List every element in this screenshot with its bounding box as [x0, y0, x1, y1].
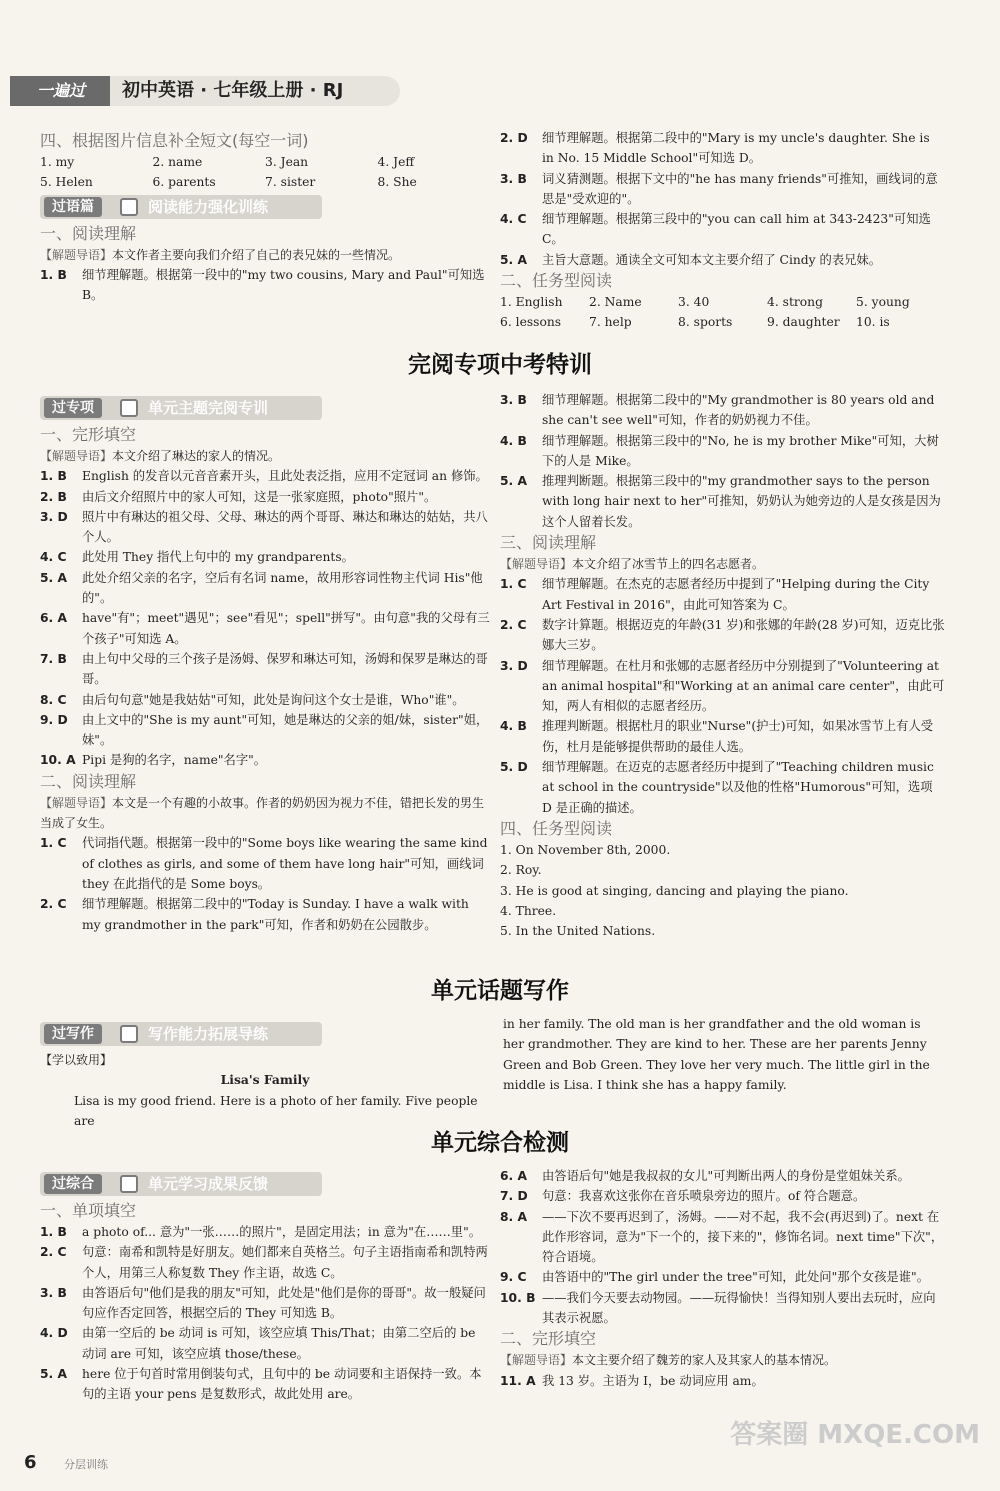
section-bar — [40, 396, 322, 420]
item-number: 3. D — [40, 509, 68, 524]
guide-label: 【解题导语】 — [40, 795, 113, 810]
item-number: 1. B — [40, 1225, 67, 1239]
item-text: have"有"；meet"遇见"；see"看见"；spell"拼写"。由句意"我的父母有三个孩子"可知选 A。 — [82, 611, 490, 646]
item-text: 细节理解题。根据第三段中的"you can call him at 343-2423"可知选 C。 — [542, 212, 931, 247]
item-number: 4. B — [500, 719, 527, 734]
answer: 4. strong — [767, 295, 823, 310]
item-text: Pipi 是狗的名字，name"名字"。 — [82, 753, 267, 768]
answer-item — [40, 547, 490, 567]
answer: 7. sister — [265, 175, 316, 190]
essay-paragraph: in her family. The old man is her grandfather and the old woman is her grandmother. They are kind to her. These are her parents Jenny Green and Bob Green. They love her very much. The little girl in the middle is Lisa. I think she has a happy family. — [503, 1017, 930, 1092]
item-text: 数字计算题。根据迈克的年龄(31 岁)和张娜的年龄(28 岁)可知，迈克比张娜大三岁。 — [542, 617, 945, 653]
item-text: 细节理解题。在杜月和张娜的志愿者经历中分别提到了"Volunteering at an animal hospital"和"Working at an animal care center"，由此可知，两人有相似的志愿者经历。 — [542, 658, 945, 714]
item-text: a photo of... 意为"一张……的照片"，是固定用法；in 意为"在……里"。 — [82, 1225, 482, 1239]
item-number: 11. A — [500, 1373, 536, 1388]
answer-item — [500, 1186, 945, 1206]
item-text: 由上句中父母的三个孩子是汤姆、保罗和琳达可知，汤姆和保罗是琳达的哥哥。 — [82, 651, 488, 687]
guide-text: 本文主要介绍了魏芳的家人及其家人的基本情况。 — [572, 1353, 837, 1368]
answer-item — [500, 169, 945, 210]
book-title: 初中英语 · 七年级上册 · RJ — [122, 80, 344, 101]
answer-item — [500, 1371, 945, 1391]
answer: 3. Jean — [265, 155, 309, 169]
guide-text: 本文作者主要向我们介绍了自己的表兄妹的一些情况。 — [112, 247, 401, 262]
guide-label: 【解题导语】 — [500, 1353, 573, 1368]
answer-grid — [40, 152, 490, 193]
answer-item — [40, 507, 490, 548]
item-number: 6. A — [500, 1169, 528, 1183]
bar-tag: 过专项 — [44, 398, 102, 418]
guide-text: 本文是一个有趣的小故事。作者的奶奶因为视力不佳，错把长发的男生当成了女生。 — [40, 795, 485, 831]
bar-title: 写作能力拓展导练 — [148, 1025, 269, 1043]
item-text: ——下次不要再迟到了，汤姆。——对不起，我不会(再迟到)了。next 在此作形容词，意为"下一个的，接下来的"，修饰名词。next time"下次"，符合语境。 — [542, 1209, 944, 1265]
section-heading: 三、阅读理解 — [500, 533, 597, 553]
answer-item — [500, 431, 945, 472]
answer-item — [40, 1283, 490, 1324]
answer-item — [500, 128, 945, 169]
item-text: here 位于句首时常用倒装句式，且句中的 be 动词要和主语保持一致。本句的主语 your pens 是复数形式，故此处用 are。 — [82, 1367, 482, 1402]
big-title: 单元综合检测 — [431, 1130, 569, 1156]
item-text: 推理判断题。根据杜月的职业"Nurse"(护士)可知，如果冰雪节上有人受伤，杜月是能够提供帮助的最佳人选。 — [542, 719, 934, 754]
answer-item — [40, 894, 490, 935]
answer-grid — [500, 292, 945, 333]
item-number: 10. A — [40, 753, 76, 768]
guide-text: 本文介绍了冰雪节上的四名志愿者。 — [572, 557, 765, 572]
answer: 2. Name — [589, 295, 642, 310]
item-text: 细节理解题。在迈克的志愿者经历中提到了"Teaching children music at school in the countryside"以及他的性格"Humorous"可知，选项 D 是正确的描述。 — [542, 760, 934, 815]
answer-item — [40, 1242, 490, 1283]
item-number: 8. A — [500, 1209, 528, 1224]
item-text: 推理判断题。根据第三段中的"my grandmother says to the person with long hair next to her"可推知，奶奶认为她旁边的人是女孩是因为这个人留着长发。 — [542, 474, 941, 529]
answer: 10. is — [856, 315, 890, 330]
item-number: 9. D — [40, 712, 68, 727]
item-number: 1. C — [40, 836, 67, 851]
item-number: 2. C — [40, 1245, 67, 1260]
answer-item — [500, 757, 945, 818]
answer: 1. On November 8th, 2000. — [500, 842, 671, 857]
pen-icon — [120, 1025, 138, 1043]
answer-item — [40, 750, 490, 770]
item-number: 1. B — [40, 267, 67, 282]
guide-label: 【解题导语】 — [500, 557, 573, 572]
section2-right — [500, 390, 945, 941]
answer-item — [40, 1323, 490, 1364]
page-number: 6 — [24, 1452, 37, 1473]
essay-title: Lisa's Family — [220, 1072, 310, 1088]
answer: 8. She — [377, 175, 417, 190]
guide — [40, 245, 490, 265]
answer-item — [500, 574, 945, 615]
item-number: 5. A — [500, 252, 528, 267]
answer-item — [500, 471, 945, 532]
item-text: 此处用 They 指代上句中的 my grandparents。 — [82, 550, 354, 565]
brand-logo: 一遍过 — [36, 81, 85, 100]
essay-paragraph: Lisa is my good friend. Here is a photo of her family. Five people are — [74, 1093, 478, 1128]
item-number: 4. D — [40, 1326, 68, 1341]
answer-item — [500, 209, 945, 250]
big-title: 单元话题写作 — [431, 978, 569, 1004]
answer-item — [40, 710, 490, 751]
section-heading: 二、任务型阅读 — [500, 271, 613, 291]
footer-label: 分层训练 — [64, 1458, 108, 1471]
section-heading: 四、任务型阅读 — [500, 818, 613, 838]
item-text: 照片中有琳达的祖父母、父母、琳达的两个哥哥、琳达和琳达的姑姑，共八个人。 — [82, 509, 488, 545]
answer-item — [40, 568, 490, 609]
item-number: 5. A — [500, 474, 528, 489]
guide — [500, 554, 945, 574]
section-bar — [40, 1172, 322, 1196]
section-heading: 四、根据图片信息补全短文(每空一词) — [40, 131, 309, 150]
item-number: 1. C — [500, 577, 527, 592]
item-number: 3. B — [500, 393, 527, 407]
item-text: 由上文中的"She is my aunt"可知，她是琳达的父亲的姐/妹，sister"姐，妹"。 — [82, 712, 489, 748]
item-text: 细节理解题。根据第二段中的"Mary is my uncle's daughter. She is in No. 15 Middle School"可知选 D。 — [542, 131, 930, 166]
answer: 5. Helen — [40, 175, 93, 190]
item-text: English 的发音以元音音素开头，且此处表泛指，应用不定冠词 an 修饰。 — [82, 469, 488, 484]
answer: 2. name — [152, 155, 203, 169]
answer-item — [500, 656, 945, 717]
bar-title: 单元主题完阅专训 — [148, 399, 269, 417]
section-bar — [40, 195, 322, 219]
answer: 8. sports — [678, 315, 733, 330]
item-text: 由答语中的"The girl under the tree"可知，此处问"那个女孩是谁"。 — [542, 1270, 929, 1285]
item-number: 10. B — [500, 1290, 536, 1305]
guide — [500, 1350, 945, 1370]
item-text: 细节理解题。根据第三段中的"No, he is my brother Mike"可知，大树下的人是 Mike。 — [542, 433, 939, 468]
answer-item — [500, 1207, 945, 1268]
watermark: 答案圈 MXQE.COM — [730, 1420, 980, 1450]
item-number: 1. B — [40, 469, 67, 484]
item-number: 2. D — [500, 131, 528, 145]
section-heading: 一、单项填空 — [40, 1201, 137, 1220]
section4-right — [500, 1166, 945, 1391]
item-text: 主旨大意题。通读全文可知本文主要介绍了 Cindy 的表兄妹。 — [542, 252, 882, 267]
answer: 9. daughter — [767, 315, 840, 330]
answer: 1. English — [500, 295, 563, 310]
guide — [40, 793, 490, 834]
answer: 5. In the United Nations. — [500, 924, 656, 939]
section4-left — [40, 1170, 490, 1405]
item-text: 细节理解题。根据第二段中的"Today is Sunday. I have a walk with my grandmother in the park"可知，作者和奶奶在公园散步。 — [82, 897, 469, 932]
item-text: 细节理解题。根据第二段中的"My grandmother is 80 years old and she can't see well"可知，作者的奶奶视力不佳。 — [542, 393, 935, 428]
answer-item — [40, 608, 490, 649]
answer: 3. 40 — [678, 295, 710, 310]
answer-item — [500, 615, 945, 656]
answer: 3. He is good at singing, dancing and playing the piano. — [500, 883, 849, 898]
item-number: 3. D — [500, 658, 528, 673]
item-number: 6. A — [40, 611, 68, 626]
item-number: 5. A — [40, 1367, 68, 1382]
item-number: 3. B — [40, 1285, 67, 1300]
answer: 4. Jeff — [377, 155, 415, 169]
guide-label: 【解题导语】 — [40, 449, 113, 463]
book-icon — [120, 198, 138, 216]
answer-item — [500, 250, 945, 270]
answer-item — [40, 487, 490, 507]
answer-item — [500, 390, 945, 431]
section-heading: 一、阅读理解 — [40, 223, 137, 243]
practice-label: 【学以致用】 — [40, 1053, 113, 1067]
answer-item — [40, 649, 490, 690]
list-icon — [120, 1175, 138, 1193]
answer-item — [500, 716, 945, 757]
guide-text: 本文介绍了琳达的家人的情况。 — [112, 449, 281, 463]
item-text: 由后句句意"她是我姑姑"可知，此处是询问这个女士是谁，Who"谁"。 — [82, 692, 465, 707]
item-text: 由答语后句"她是我叔叔的女儿"可判断出两人的身份是堂姐妹关系。 — [542, 1169, 910, 1183]
answer: 7. help — [589, 315, 632, 330]
section1-left — [40, 130, 490, 305]
section3-right — [503, 1014, 945, 1095]
item-number: 8. C — [40, 692, 67, 707]
bar-title: 阅读能力强化训练 — [148, 197, 269, 216]
item-number: 2. C — [500, 617, 527, 632]
bar-tag: 过语篇 — [44, 197, 102, 217]
item-number: 9. C — [500, 1270, 527, 1285]
section1-right — [500, 128, 945, 333]
item-number: 3. B — [500, 171, 527, 186]
item-text: ——我们今天要去动物园。——玩得愉快！当得知别人要出去玩时，应向其表示祝愿。 — [542, 1290, 936, 1326]
answer-item — [40, 690, 490, 710]
item-number: 5. A — [40, 570, 68, 585]
answer-item — [40, 466, 490, 486]
answer: 4. Three. — [500, 903, 557, 918]
target-icon — [120, 399, 138, 417]
section2-left — [40, 394, 490, 935]
answer: 6. lessons — [500, 315, 562, 330]
bar-tag: 过综合 — [44, 1174, 102, 1194]
item-text: 词义猜测题。根据下文中的"he has many friends"可推知，画线词的意思是"受欢迎的"。 — [542, 171, 938, 206]
guide-label: 【解题导语】 — [40, 247, 113, 262]
answer: 6. parents — [152, 175, 216, 190]
bar-tag: 过写作 — [44, 1024, 102, 1044]
item-text: 代词指代题。根据第一段中的"Some boys like wearing the same kind of clothes as girls, and some of them have long hair"可知，画线词 they 在此指代的是 Some boys。 — [82, 836, 488, 891]
item-number: 5. D — [500, 760, 528, 775]
item-text: 句意：我喜欢这张你在音乐喷泉旁边的照片。of 符合题意。 — [542, 1189, 866, 1204]
answer-item — [40, 1364, 490, 1405]
answer: 5. young — [856, 295, 910, 310]
answer-item — [40, 833, 490, 894]
answer-item — [500, 1166, 945, 1186]
answer-item — [500, 1288, 945, 1329]
item-number: 4. C — [500, 212, 527, 227]
item-number: 4. B — [500, 433, 527, 448]
answer-item — [500, 1267, 945, 1287]
item-number: 2. C — [40, 897, 67, 912]
item-text: 我 13 岁。主语为 I，be 动词应用 am。 — [542, 1373, 764, 1388]
item-number: 7. B — [40, 651, 67, 666]
item-text: 由第一空后的 be 动词 is 可知，该空应填 This/That；由第二空后的 be 动词 are 可知，该空应填 those/these。 — [82, 1326, 476, 1361]
item-text: 此处介绍父亲的名字，空后有名词 name，故用形容词性物主代词 His"他的"。 — [82, 570, 483, 606]
item-number: 2. B — [40, 489, 67, 504]
bar-title: 单元学习成果反馈 — [148, 1175, 269, 1193]
guide — [40, 446, 490, 466]
section-heading: 二、阅读理解 — [40, 771, 137, 791]
item-number: 4. C — [40, 550, 67, 565]
answer: 2. Roy. — [500, 863, 542, 878]
item-text: 句意：南希和凯特是好朋友。她们都来自英格兰。句子主语指南希和凯特两个人，用第三人称复数 They 作主语，故选 C。 — [82, 1245, 488, 1280]
big-title: 完阅专项中考特训 — [408, 352, 592, 378]
section-heading: 一、完形填空 — [40, 425, 137, 444]
item-number: 7. D — [500, 1189, 528, 1204]
header-bar — [10, 76, 400, 106]
item-text: 由后文介绍照片中的家人可知，这是一张家庭照，photo"照片"。 — [82, 489, 437, 504]
section-heading: 二、完形填空 — [500, 1329, 597, 1349]
answer-item — [40, 1222, 490, 1242]
answer: 1. my — [40, 155, 75, 169]
item-text: 细节理解题。根据第一段中的"my two cousins, Mary and Paul"可知选 B。 — [82, 267, 485, 303]
answer-item — [40, 265, 490, 306]
item-text: 细节理解题。在杰克的志愿者经历中提到了"Helping during the City Art Festival in 2016"，由此可知答案为 C。 — [542, 577, 930, 612]
item-text: 由答语后句"他们是我的朋友"可知，此处是"他们是你的哥哥"。故一般疑问句应作否定回答，根据空后的 They 可知选 B。 — [82, 1285, 486, 1321]
section-bar — [40, 1022, 322, 1046]
section3-left — [40, 1020, 490, 1131]
